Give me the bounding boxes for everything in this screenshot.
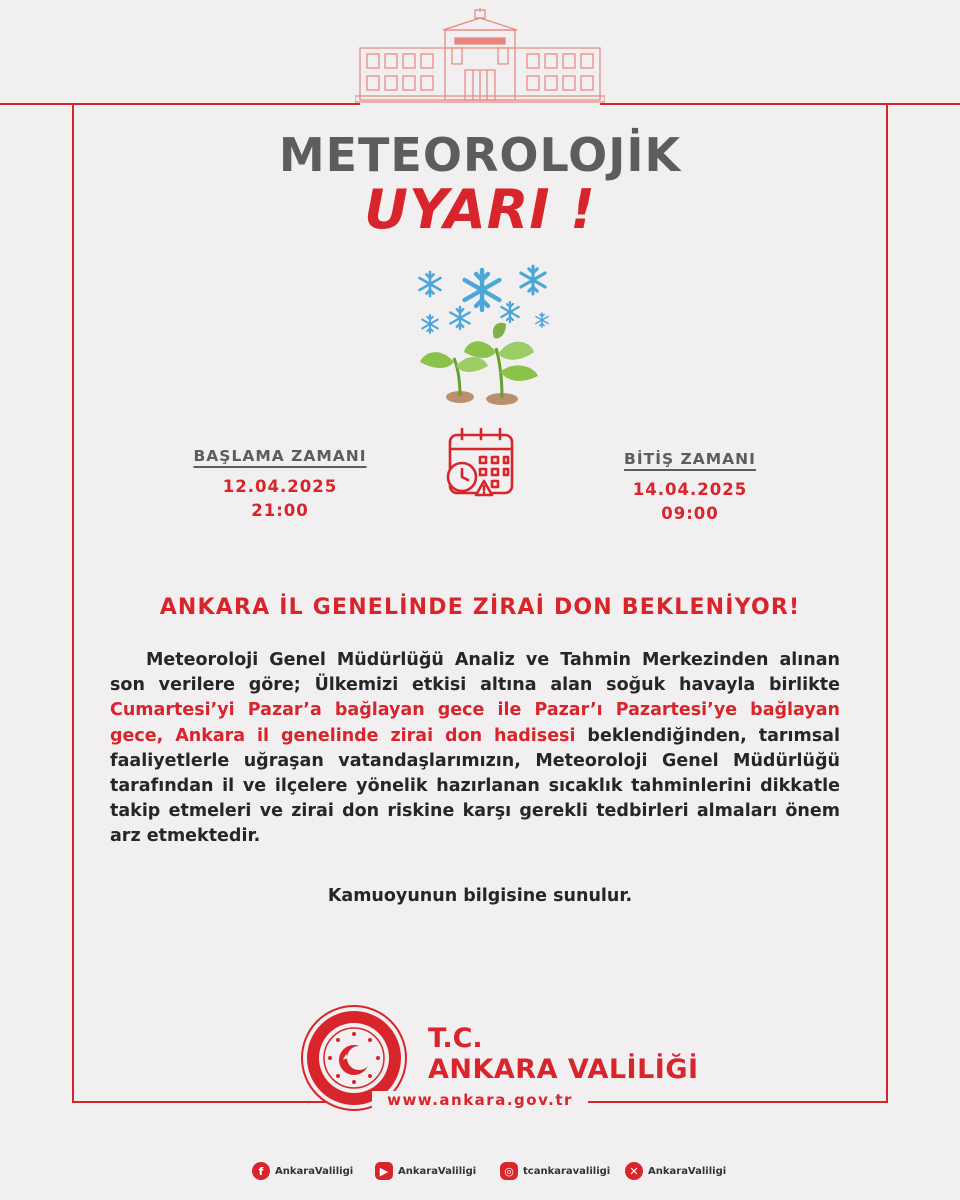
social-instagram[interactable] [500, 1162, 610, 1180]
youtube-icon: ▶ [375, 1162, 393, 1180]
calendar-warning-icon [440, 425, 520, 501]
social-youtube[interactable] [375, 1162, 476, 1180]
start-time-block [160, 447, 400, 523]
frame-top-right-line [600, 103, 888, 105]
announcement-body [110, 648, 840, 850]
instagram-handle: tcankaravaliligi [523, 1165, 611, 1177]
end-time-label: BİTİŞ ZAMANI [624, 450, 756, 468]
x-handle: AnkaraValiligi [648, 1165, 727, 1177]
frame-top-right-edge [888, 103, 960, 105]
youtube-handle: AnkaraValiligi [398, 1165, 477, 1177]
body-highlight: Cumartesi’yi Pazar’a bağlayan gece ile Pazar’ı Pazartesi’ye bağlayan gece, Ankara il genelinde zirai don hadisesi [110, 700, 840, 746]
body-part-1: Meteoroloji Genel Müdürlüğü Analiz ve Tahmin Merkezinden alınan son verilere göre; Ülkemizi etkisi altına alan soğuk havayla birlikte [110, 650, 840, 696]
closing-statement: Kamuoyunun bilgisine sunulur. [327, 886, 633, 906]
end-time-block [570, 450, 810, 526]
title-meteorolojik: METEOROLOJİK [278, 128, 682, 182]
instagram-icon: ◎ [500, 1162, 518, 1180]
start-time-label: BAŞLAMA ZAMANI [193, 447, 367, 465]
frame-top-left-line [72, 103, 360, 105]
website-link[interactable]: www.ankara.gov.tr [372, 1091, 588, 1109]
governorship-building-icon [355, 8, 605, 104]
x-icon: ✕ [625, 1162, 643, 1180]
org-name: ANKARA VALİLİĞİ [428, 1054, 699, 1085]
frame-top-left-edge [0, 103, 72, 105]
title-uyari: UYARI ! [364, 178, 596, 241]
social-facebook[interactable] [252, 1162, 353, 1180]
facebook-icon: f [252, 1162, 270, 1180]
start-time: 21:00 [251, 501, 309, 520]
end-date: 14.04.2025 [632, 480, 748, 499]
start-date: 12.04.2025 [222, 477, 338, 496]
body-part-2: beklendiğinden, tarımsal faaliyetlerle uğraşan vatandaşlarımızın, Meteoroloji Genel Müdürlüğü tarafından il ve ilçelere yönelik hazırlanan sıcaklık tahminlerini dikkatle takip etmeleri ve zirai don riskine karşı gerekli tedbirleri almaları önem arz etmektedir. [110, 725, 840, 847]
org-tc: T.C. [428, 1023, 483, 1054]
frost-plants-icon [410, 262, 560, 412]
end-time: 09:00 [661, 504, 719, 523]
frame-bottom-right-line [588, 1101, 888, 1103]
social-x[interactable] [625, 1162, 726, 1180]
facebook-handle: AnkaraValiligi [275, 1165, 354, 1177]
organization-name-block [428, 1024, 699, 1086]
announcement-headline: ANKARA İL GENELİNDE ZİRAİ DON BEKLENİYOR! [159, 595, 801, 620]
